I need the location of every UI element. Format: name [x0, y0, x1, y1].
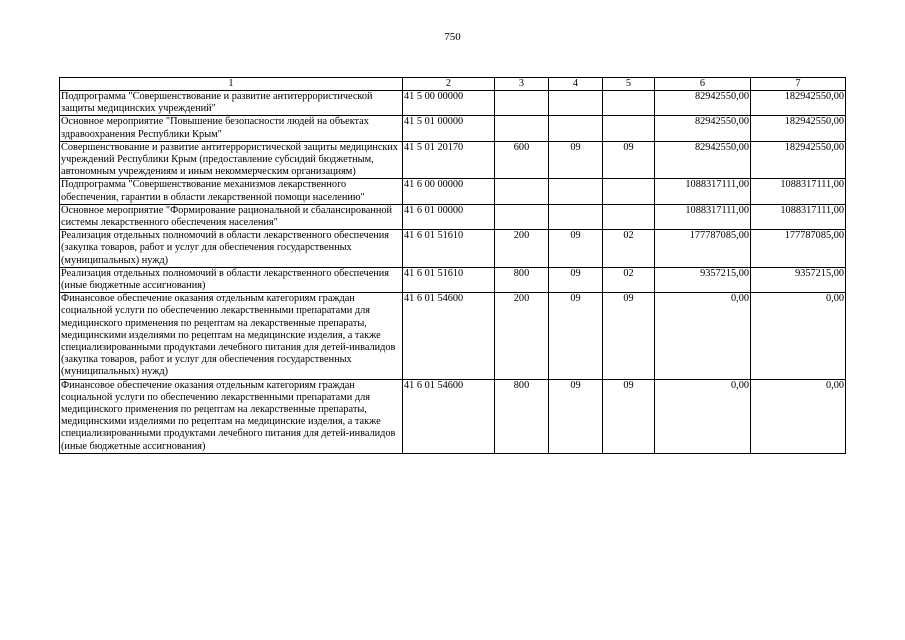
- row-target-article: 41 6 01 51610: [403, 230, 495, 268]
- row-subsection: [603, 179, 655, 204]
- row-name: Основное мероприятие "Формирование рациональной и сбалансированной системы лекарственного обеспечения населения": [60, 204, 403, 229]
- row-name: Совершенствование и развитие антитеррористической защиты медицинских учреждений Республики Крым (предоставление субсидий бюджетным, автономным учреждениям и иным некоммерческим организациям): [60, 141, 403, 179]
- row-name: Подпрограмма "Совершенствование и развитие антитеррористической защиты медицинских учреждений": [60, 91, 403, 116]
- row-subsection: [603, 204, 655, 229]
- row-section: [549, 204, 603, 229]
- row-target-article: 41 5 01 20170: [403, 141, 495, 179]
- table-row: [60, 116, 846, 141]
- row-expense-type: 200: [495, 230, 549, 268]
- row-amount-7: 182942550,00: [751, 91, 846, 116]
- table-row: [60, 293, 846, 379]
- table-row: [60, 141, 846, 179]
- row-section: 09: [549, 293, 603, 379]
- row-amount-7: 182942550,00: [751, 116, 846, 141]
- row-expense-type: [495, 204, 549, 229]
- column-header: 1: [60, 78, 403, 91]
- column-header: 3: [495, 78, 549, 91]
- row-section: 09: [549, 267, 603, 292]
- row-target-article: 41 6 01 54600: [403, 293, 495, 379]
- row-expense-type: [495, 116, 549, 141]
- row-amount-7: 0,00: [751, 379, 846, 453]
- row-amount-6: 0,00: [655, 293, 751, 379]
- page-number: 750: [444, 31, 461, 43]
- row-subsection: 09: [603, 141, 655, 179]
- column-header: 7: [751, 78, 846, 91]
- row-name: Подпрограмма "Совершенствование механизмов лекарственного обеспечения, гарантии в области лекарственной помощи населению": [60, 179, 403, 204]
- row-subsection: [603, 91, 655, 116]
- column-header: 6: [655, 78, 751, 91]
- row-section: [549, 179, 603, 204]
- row-expense-type: 800: [495, 379, 549, 453]
- column-header: 5: [603, 78, 655, 91]
- row-amount-6: 9357215,00: [655, 267, 751, 292]
- row-target-article: 41 6 01 51610: [403, 267, 495, 292]
- row-section: 09: [549, 141, 603, 179]
- table-row: [60, 204, 846, 229]
- row-amount-7: 0,00: [751, 293, 846, 379]
- row-name: Финансовое обеспечение оказания отдельным категориям граждан социальной услуги по обеспечению лекарственными препаратами для медицинского применения по рецептам на лекарственные препараты, медицинскими изделиями по рецептам на медицинские изделия, а также специализированными продуктами лечебного питания для детей-инвалидов (иные бюджетные ассигнования): [60, 379, 403, 453]
- row-subsection: [603, 116, 655, 141]
- row-expense-type: 800: [495, 267, 549, 292]
- row-name: Реализация отдельных полномочий в области лекарственного обеспечения (иные бюджетные ассигнования): [60, 267, 403, 292]
- row-amount-7: 182942550,00: [751, 141, 846, 179]
- row-amount-7: 1088317111,00: [751, 204, 846, 229]
- table-row: [60, 379, 846, 453]
- row-subsection: 09: [603, 379, 655, 453]
- budget-table: [59, 77, 846, 454]
- row-expense-type: [495, 179, 549, 204]
- row-target-article: 41 6 00 00000: [403, 179, 495, 204]
- row-amount-6: 1088317111,00: [655, 204, 751, 229]
- row-target-article: 41 5 01 00000: [403, 116, 495, 141]
- column-number-row: [60, 78, 846, 91]
- row-amount-6: 82942550,00: [655, 116, 751, 141]
- table-row: [60, 179, 846, 204]
- row-amount-6: 82942550,00: [655, 91, 751, 116]
- row-amount-6: 0,00: [655, 379, 751, 453]
- row-section: 09: [549, 379, 603, 453]
- row-name: Финансовое обеспечение оказания отдельным категориям граждан социальной услуги по обеспечению лекарственными препаратами для медицинского применения по рецептам на лекарственные препараты, медицинскими изделиями по рецептам на медицинские изделия, а также специализированными продуктами лечебного питания для детей-инвалидов (закупка товаров, работ и услуг для обеспечения государственных (муниципальных) нужд): [60, 293, 403, 379]
- table-row: [60, 230, 846, 268]
- table-row: [60, 267, 846, 292]
- row-amount-7: 177787085,00: [751, 230, 846, 268]
- column-header: 2: [403, 78, 495, 91]
- row-amount-7: 1088317111,00: [751, 179, 846, 204]
- row-target-article: 41 6 01 54600: [403, 379, 495, 453]
- row-subsection: 02: [603, 267, 655, 292]
- row-section: [549, 116, 603, 141]
- row-expense-type: 200: [495, 293, 549, 379]
- row-expense-type: [495, 91, 549, 116]
- row-name: Основное мероприятие "Повышение безопасности людей на объектах здравоохранения Республики Крым": [60, 116, 403, 141]
- row-amount-6: 1088317111,00: [655, 179, 751, 204]
- row-subsection: 09: [603, 293, 655, 379]
- row-amount-6: 82942550,00: [655, 141, 751, 179]
- row-target-article: 41 5 00 00000: [403, 91, 495, 116]
- row-subsection: 02: [603, 230, 655, 268]
- row-section: [549, 91, 603, 116]
- table-row: [60, 91, 846, 116]
- row-amount-7: 9357215,00: [751, 267, 846, 292]
- row-section: 09: [549, 230, 603, 268]
- row-expense-type: 600: [495, 141, 549, 179]
- row-name: Реализация отдельных полномочий в области лекарственного обеспечения (закупка товаров, работ и услуг для обеспечения государственных (муниципальных) нужд): [60, 230, 403, 268]
- row-target-article: 41 6 01 00000: [403, 204, 495, 229]
- row-amount-6: 177787085,00: [655, 230, 751, 268]
- column-header: 4: [549, 78, 603, 91]
